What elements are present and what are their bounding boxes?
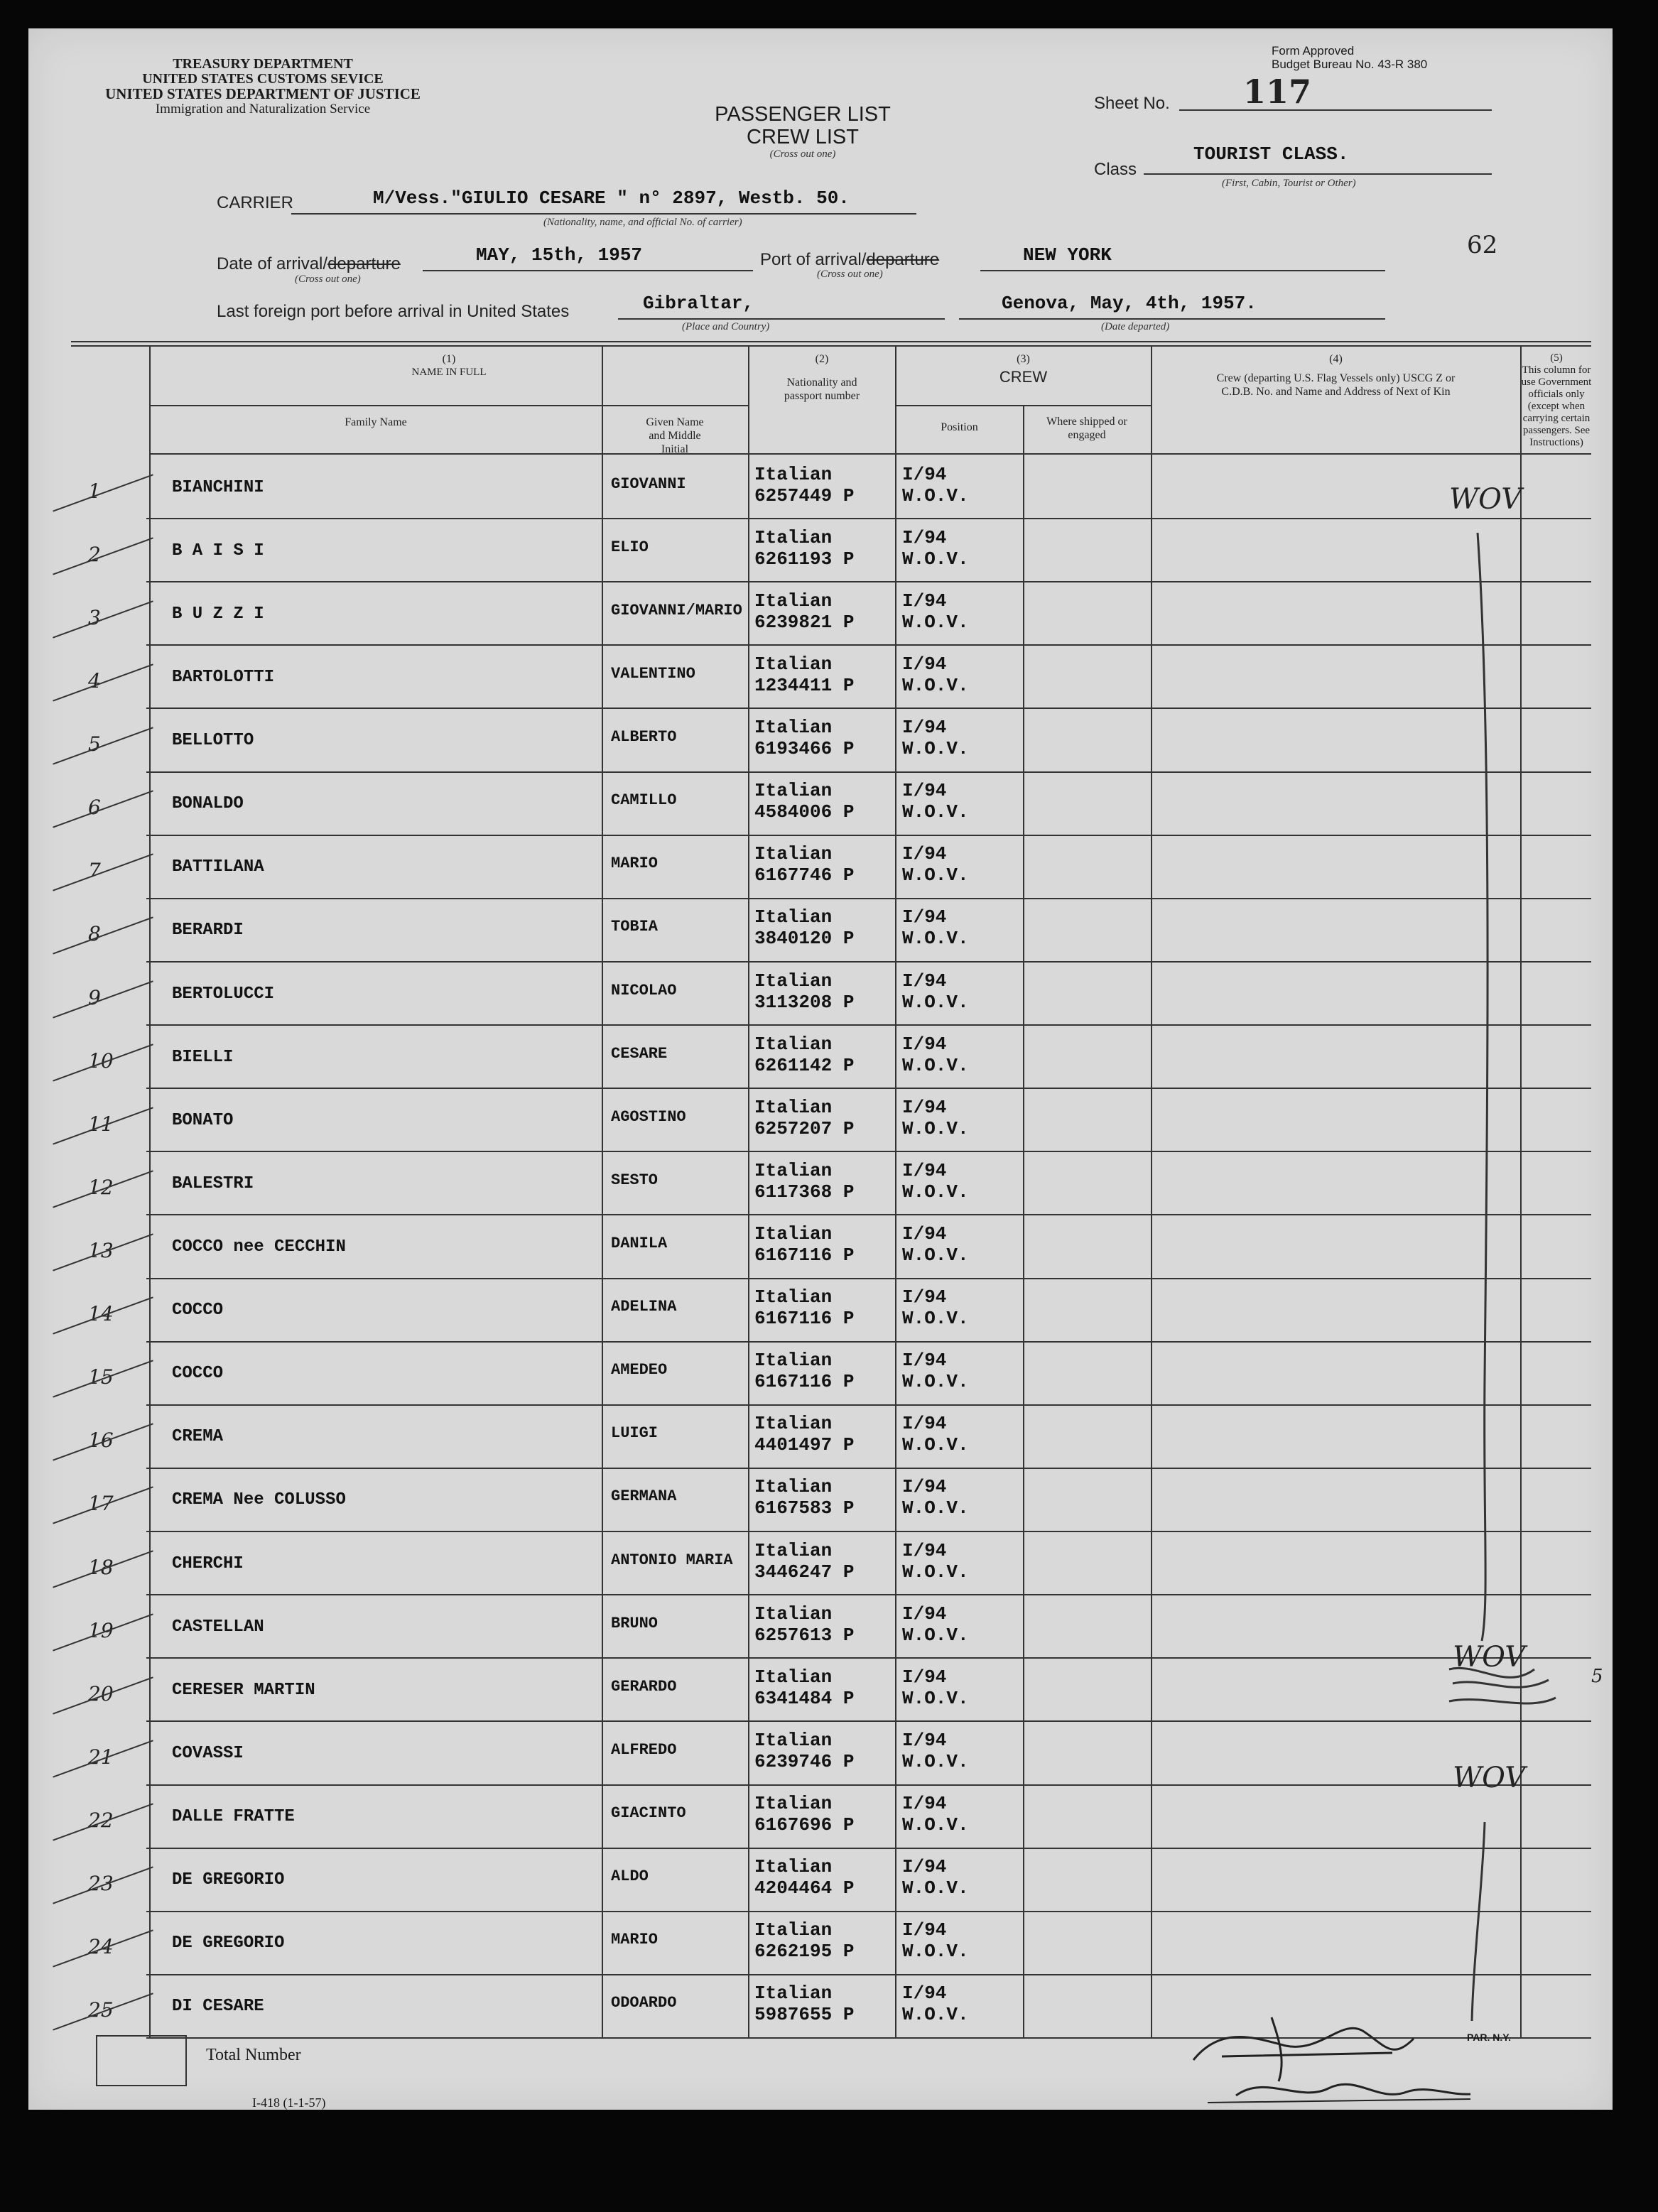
sheet-no-field: [1179, 71, 1492, 111]
departed-note: (Date departed): [1101, 321, 1170, 332]
nationality: Italian: [754, 1096, 833, 1118]
position-port: W.O.V.: [902, 674, 969, 696]
family-name: B U Z Z I: [172, 604, 264, 624]
position-port: W.O.V.: [902, 1561, 969, 1583]
carrier-field: [291, 185, 916, 215]
check-mark-icon: [53, 727, 153, 764]
row-number: 4: [88, 668, 101, 693]
passport-number: 6257207 P: [754, 1117, 855, 1139]
hline-crew-sub: [895, 405, 1151, 406]
position-port: W.O.V.: [902, 1054, 969, 1076]
given-name: GIOVANNI: [611, 475, 686, 493]
passport-number: 4204464 P: [754, 1877, 855, 1899]
given-name: VALENTINO: [611, 664, 695, 683]
row-number: 21: [88, 1745, 114, 1769]
table-row: [88, 1406, 1591, 1469]
arrival-value: MAY, 15th, 1957: [476, 244, 643, 266]
given-name: SESTO: [611, 1171, 659, 1189]
family-name: DI CESARE: [172, 1997, 264, 2017]
row-number: 14: [88, 1302, 114, 1326]
dept-line-3: UNITED STATES DEPARTMENT OF JUSTICE: [105, 85, 421, 102]
position-port: W.O.V.: [902, 484, 969, 506]
row-number: 12: [88, 1175, 114, 1199]
row-number: 25: [88, 1998, 114, 2022]
table-row: [88, 1026, 1591, 1089]
total-number-box: [96, 2035, 187, 2086]
nationality: Italian: [754, 653, 833, 675]
family-name: COCCO nee CECCHIN: [172, 1237, 346, 1257]
department-block: [71, 57, 455, 116]
carrier-value: M/Vess."GIULIO CESARE " n° 2897, Westb. 50.: [373, 188, 850, 209]
col3-num: (3): [1017, 353, 1030, 365]
family-name-header: Family Name: [345, 416, 407, 428]
position-port: W.O.V.: [902, 864, 969, 887]
last-port-value: Gibraltar,: [643, 293, 754, 314]
form-approved: [1272, 44, 1427, 71]
given-name: ALFREDO: [611, 1740, 677, 1759]
passport-number: 3113208 P: [754, 991, 855, 1013]
given-name: TOBIA: [611, 918, 659, 936]
family-name: BELLOTTO: [172, 731, 254, 751]
row-number: 17: [88, 1492, 114, 1516]
passport-number: 6257449 P: [754, 484, 855, 506]
position-code: I/94: [902, 1476, 947, 1498]
row-number: 24: [88, 1935, 114, 1959]
position-port: W.O.V.: [902, 1814, 969, 1836]
nationality: Italian: [754, 1413, 833, 1435]
continuation-stroke-icon: [1463, 526, 1506, 1648]
nationality: Italian: [754, 1033, 833, 1055]
col4-num: (4): [1329, 353, 1343, 365]
passport-number: 6261193 P: [754, 548, 855, 570]
col3-title: CREW: [999, 368, 1048, 386]
carrier-label: CARRIER: [217, 193, 294, 212]
passport-number: 6167116 P: [754, 1308, 855, 1330]
position-code: I/94: [902, 526, 947, 548]
nationality: Italian: [754, 1286, 833, 1308]
given-name: AGOSTINO: [611, 1107, 686, 1126]
given-name: GERMANA: [611, 1487, 677, 1506]
col2-header: [749, 352, 895, 403]
nationality: Italian: [754, 780, 833, 802]
position-header: Position: [941, 421, 978, 433]
position-port: W.O.V.: [902, 1750, 969, 1772]
position-code: I/94: [902, 1096, 947, 1118]
signature-icon: [1179, 1996, 1478, 2117]
table-row: [88, 646, 1591, 709]
nationality: Italian: [754, 1729, 833, 1751]
wov-annotation-20: WOV: [1453, 1641, 1526, 1674]
passport-number: 6341484 P: [754, 1687, 855, 1709]
position-code: I/94: [902, 1983, 947, 2005]
position-code: I/94: [902, 717, 947, 739]
position-port: W.O.V.: [902, 1624, 969, 1646]
row-number: 11: [88, 1112, 114, 1136]
position-code: I/94: [902, 1539, 947, 1561]
passport-number: 6167746 P: [754, 864, 855, 887]
position-port: W.O.V.: [902, 738, 969, 760]
row-number: 1: [88, 479, 101, 503]
given-name: ANTONIO MARIA: [611, 1551, 733, 1569]
position-code: I/94: [902, 1919, 947, 1941]
position-code: I/94: [902, 1222, 947, 1245]
check-mark-icon: [53, 663, 153, 701]
title-note: (Cross out one): [769, 148, 836, 160]
nationality: Italian: [754, 1159, 833, 1181]
passport-number: 6167696 P: [754, 1814, 855, 1836]
table-row: [88, 582, 1591, 646]
family-name: CERESER MARTIN: [172, 1680, 315, 1700]
family-name: COCCO: [172, 1301, 224, 1321]
arrival-note: (Cross out one): [295, 273, 361, 285]
table-row: [88, 1532, 1591, 1595]
position-port: W.O.V.: [902, 1117, 969, 1139]
last-port-label: Last foreign port before arrival in United States: [217, 302, 570, 321]
col2-num: (2): [815, 353, 829, 365]
passport-number: 4401497 P: [754, 1434, 855, 1456]
table-row: [88, 1215, 1591, 1279]
last-port-note: (Place and Country): [682, 321, 770, 332]
family-name: DE GREGORIO: [172, 1934, 285, 1953]
nationality: Italian: [754, 526, 833, 548]
nationality: Italian: [754, 1793, 833, 1815]
nationality: Italian: [754, 1350, 833, 1372]
printer-mark: PAR. N.Y.: [1467, 2032, 1511, 2043]
arrival-label-text: Date of arrival/: [217, 254, 328, 273]
passport-number: 6167583 P: [754, 1497, 855, 1519]
arrival-label: [217, 254, 401, 274]
nationality: Italian: [754, 1539, 833, 1561]
table-row: [88, 1089, 1591, 1152]
position-code: I/94: [902, 1159, 947, 1181]
given-name: MARIO: [611, 1931, 659, 1949]
family-name: DALLE FRATTE: [172, 1807, 295, 1827]
table-row: [88, 1722, 1591, 1785]
family-name: BIELLI: [172, 1047, 234, 1067]
col4-title: Crew (departing U.S. Flag Vessels only) USCG Z or C.D.B. No. and Name and Address of Next of Kin: [1216, 372, 1456, 398]
nationality: Italian: [754, 843, 833, 865]
family-name: BERARDI: [172, 921, 244, 940]
passport-number: 5987655 P: [754, 2004, 855, 2026]
table-row: [88, 519, 1591, 582]
form-approved-label: Form Approved: [1272, 44, 1355, 58]
document-sheet: [28, 28, 1613, 2110]
given-name: AMEDEO: [611, 1361, 668, 1379]
port-label-text: Port of arrival/: [760, 250, 867, 269]
position-port: W.O.V.: [902, 1371, 969, 1393]
position-port: W.O.V.: [902, 611, 969, 633]
given-name: BRUNO: [611, 1614, 659, 1632]
nationality: Italian: [754, 463, 833, 485]
row-number: 13: [88, 1238, 114, 1262]
passport-number: 6167116 P: [754, 1371, 855, 1393]
title-passenger-list: PASSENGER LIST: [715, 103, 891, 126]
table-row: [88, 1786, 1591, 1849]
row-number: 8: [88, 922, 101, 946]
col1-header: [150, 352, 748, 379]
row20-note: 5: [1591, 1666, 1603, 1687]
title-crew-list: CREW LIST: [747, 126, 859, 148]
passport-number: 6167116 P: [754, 1244, 855, 1266]
position-code: I/94: [902, 1413, 947, 1435]
position-port: W.O.V.: [902, 2004, 969, 2026]
position-port: W.O.V.: [902, 1181, 969, 1203]
class-label: Class: [1094, 160, 1137, 179]
family-name: BARTOLOTTI: [172, 667, 275, 687]
position-port: W.O.V.: [902, 1244, 969, 1266]
departed-field: [959, 290, 1385, 320]
passport-number: 6257613 P: [754, 1624, 855, 1646]
continuation-stroke-2-icon: [1463, 1818, 1506, 2024]
position-code: I/94: [902, 653, 947, 675]
table-row: [88, 1343, 1591, 1406]
port-value: NEW YORK: [1023, 244, 1112, 266]
where-shipped-header: Where shipped or engaged: [1046, 416, 1127, 441]
table-row: [88, 1659, 1591, 1722]
given-name-header: Given Name and Middle Initial: [646, 416, 704, 455]
position-code: I/94: [902, 843, 947, 865]
passport-number: 6262195 P: [754, 1941, 855, 1963]
check-mark-icon: [53, 600, 153, 638]
page-number: 62: [1467, 231, 1498, 259]
family-name: COVASSI: [172, 1743, 244, 1763]
position-port: W.O.V.: [902, 548, 969, 570]
nationality: Italian: [754, 590, 833, 612]
position-port: W.O.V.: [902, 801, 969, 823]
row-number: 16: [88, 1428, 114, 1453]
sheet-no-label: Sheet No.: [1094, 94, 1170, 113]
row-number: 6: [88, 796, 101, 820]
passport-number: 6193466 P: [754, 738, 855, 760]
given-name: NICOLAO: [611, 981, 677, 999]
nationality: Italian: [754, 970, 833, 992]
col5-title: This column for use Government officials only (except when carrying certain passengers. See Instructions): [1521, 364, 1592, 448]
family-name: CREMA Nee COLUSSO: [172, 1490, 346, 1510]
position-port: W.O.V.: [902, 1434, 969, 1456]
table-row: [88, 1152, 1591, 1215]
given-name: MARIO: [611, 855, 659, 873]
row-number: 23: [88, 1872, 114, 1896]
family-name: B A I S I: [172, 541, 264, 560]
col5-num: (5): [1550, 352, 1563, 364]
port-note: (Cross out one): [817, 269, 883, 280]
check-mark-icon: [53, 917, 153, 955]
table-row: [88, 836, 1591, 899]
table-row: [88, 899, 1591, 963]
given-name: ADELINA: [611, 1298, 677, 1316]
scribble-icon: [1442, 1662, 1584, 1719]
passport-number: 3840120 P: [754, 928, 855, 950]
position-port: W.O.V.: [902, 1497, 969, 1519]
col2-title: Nationality and passport number: [784, 376, 860, 402]
row-number: 7: [88, 859, 101, 883]
row-number: 5: [88, 732, 101, 757]
row-number: 18: [88, 1555, 114, 1579]
given-name: LUIGI: [611, 1424, 659, 1443]
family-name: BONATO: [172, 1110, 234, 1130]
hline-name-sub: [149, 405, 748, 406]
family-name: CHERCHI: [172, 1554, 244, 1573]
nationality: Italian: [754, 1856, 833, 1878]
dept-line-4: Immigration and Naturalization Service: [155, 102, 371, 116]
col5-header: [1521, 352, 1592, 449]
family-name: BONALDO: [172, 794, 244, 814]
col1-title: NAME IN FULL: [411, 367, 487, 378]
given-name: CESARE: [611, 1044, 668, 1063]
table-row: [88, 1849, 1591, 1912]
row-number: 19: [88, 1618, 114, 1642]
arrival-struck: departure: [327, 254, 401, 273]
check-mark-icon: [53, 854, 153, 891]
given-name: GIOVANNI/MARIO: [611, 601, 742, 619]
wov-annotation-21: WOV: [1453, 1762, 1526, 1794]
table-row: [88, 709, 1591, 772]
row-number: 9: [88, 985, 101, 1009]
position-port: W.O.V.: [902, 1308, 969, 1330]
row-number: 2: [88, 542, 101, 566]
col3-header: [896, 352, 1151, 384]
given-name: ELIO: [611, 538, 649, 556]
departed-value: Genova, May, 4th, 1957.: [1002, 293, 1257, 314]
check-mark-icon: [53, 791, 153, 828]
nationality: Italian: [754, 1983, 833, 2005]
family-name: CASTELLAN: [172, 1617, 264, 1637]
table-top-rule-1: [71, 341, 1591, 342]
position-code: I/94: [902, 1033, 947, 1055]
port-field: [980, 242, 1385, 271]
position-code: I/94: [902, 780, 947, 802]
arrival-field: [423, 242, 753, 271]
hline-header-bottom: [149, 453, 1591, 455]
sheet-no-value: 117: [1243, 72, 1312, 111]
passport-number: 6239746 P: [754, 1750, 855, 1772]
position-code: I/94: [902, 970, 947, 992]
passport-number: 3446247 P: [754, 1561, 855, 1583]
nationality: Italian: [754, 1919, 833, 1941]
passport-number: 6261142 P: [754, 1054, 855, 1076]
table-row: [88, 1469, 1591, 1532]
position-code: I/94: [902, 1286, 947, 1308]
given-name: GERARDO: [611, 1677, 677, 1696]
family-name: CREMA: [172, 1427, 224, 1447]
class-field: [1144, 142, 1492, 175]
check-mark-icon: [53, 474, 153, 511]
row-number: 3: [88, 605, 101, 629]
row-number: 22: [88, 1809, 114, 1833]
port-label: [760, 250, 939, 270]
given-name: ODOARDO: [611, 1994, 677, 2012]
row-number: 10: [88, 1048, 114, 1073]
passport-number: 1234411 P: [754, 674, 855, 696]
family-name: BALESTRI: [172, 1173, 254, 1193]
form-id: I-418 (1-1-57): [252, 2096, 326, 2110]
position-port: W.O.V.: [902, 1877, 969, 1899]
budget-bureau: Budget Bureau No. 43-R 380: [1272, 58, 1428, 71]
family-name: BIANCHINI: [172, 477, 264, 497]
check-mark-icon: [53, 980, 153, 1018]
row-number: 15: [88, 1365, 114, 1389]
form-title: [654, 103, 952, 161]
given-name: DANILA: [611, 1234, 668, 1252]
table-row: [88, 773, 1591, 836]
position-code: I/94: [902, 1856, 947, 1878]
row-number: 20: [88, 1681, 114, 1706]
position-code: I/94: [902, 1350, 947, 1372]
given-name: ALBERTO: [611, 728, 677, 747]
passport-number: 4584006 P: [754, 801, 855, 823]
class-note: (First, Cabin, Tourist or Other): [1222, 178, 1356, 189]
nationality: Italian: [754, 1476, 833, 1498]
nationality: Italian: [754, 717, 833, 739]
col1-num: (1): [442, 353, 456, 365]
passport-number: 6239821 P: [754, 611, 855, 633]
port-struck: departure: [866, 250, 940, 269]
check-mark-icon: [53, 537, 153, 575]
position-port: W.O.V.: [902, 928, 969, 950]
col4-header: [1152, 352, 1520, 399]
family-name: BATTILANA: [172, 857, 264, 877]
dept-line-2: UNITED STATES CUSTOMS SEVICE: [142, 71, 384, 87]
table-row: [88, 456, 1591, 519]
position-code: I/94: [902, 590, 947, 612]
position-code: I/94: [902, 1793, 947, 1815]
total-number-label: Total Number: [206, 2046, 301, 2064]
table-row: [88, 1595, 1591, 1659]
given-name: GIACINTO: [611, 1804, 686, 1823]
position-port: W.O.V.: [902, 991, 969, 1013]
table-row: [88, 1279, 1591, 1343]
family-name: DE GREGORIO: [172, 1870, 285, 1890]
given-name: CAMILLO: [611, 791, 677, 810]
nationality: Italian: [754, 1603, 833, 1625]
position-code: I/94: [902, 906, 947, 928]
position-code: I/94: [902, 1729, 947, 1751]
class-value: TOURIST CLASS.: [1193, 143, 1349, 165]
nationality: Italian: [754, 1666, 833, 1688]
position-code: I/94: [902, 1666, 947, 1688]
family-name: BERTOLUCCI: [172, 984, 275, 1004]
given-name: ALDO: [611, 1867, 649, 1886]
position-port: W.O.V.: [902, 1687, 969, 1709]
dept-line-1: TREASURY DEPARTMENT: [173, 56, 353, 72]
position-code: I/94: [902, 1603, 947, 1625]
position-code: I/94: [902, 463, 947, 485]
family-name: COCCO: [172, 1364, 224, 1384]
position-port: W.O.V.: [902, 1941, 969, 1963]
nationality: Italian: [754, 906, 833, 928]
carrier-note: (Nationality, name, and official No. of carrier): [543, 217, 742, 228]
table-row: [88, 1912, 1591, 1975]
last-port-field: [618, 290, 945, 320]
table-row: [88, 963, 1591, 1026]
nationality: Italian: [754, 1222, 833, 1245]
table-top-rule-2: [71, 345, 1591, 347]
wov-annotation-1: WOV: [1449, 483, 1522, 516]
passport-number: 6117368 P: [754, 1181, 855, 1203]
